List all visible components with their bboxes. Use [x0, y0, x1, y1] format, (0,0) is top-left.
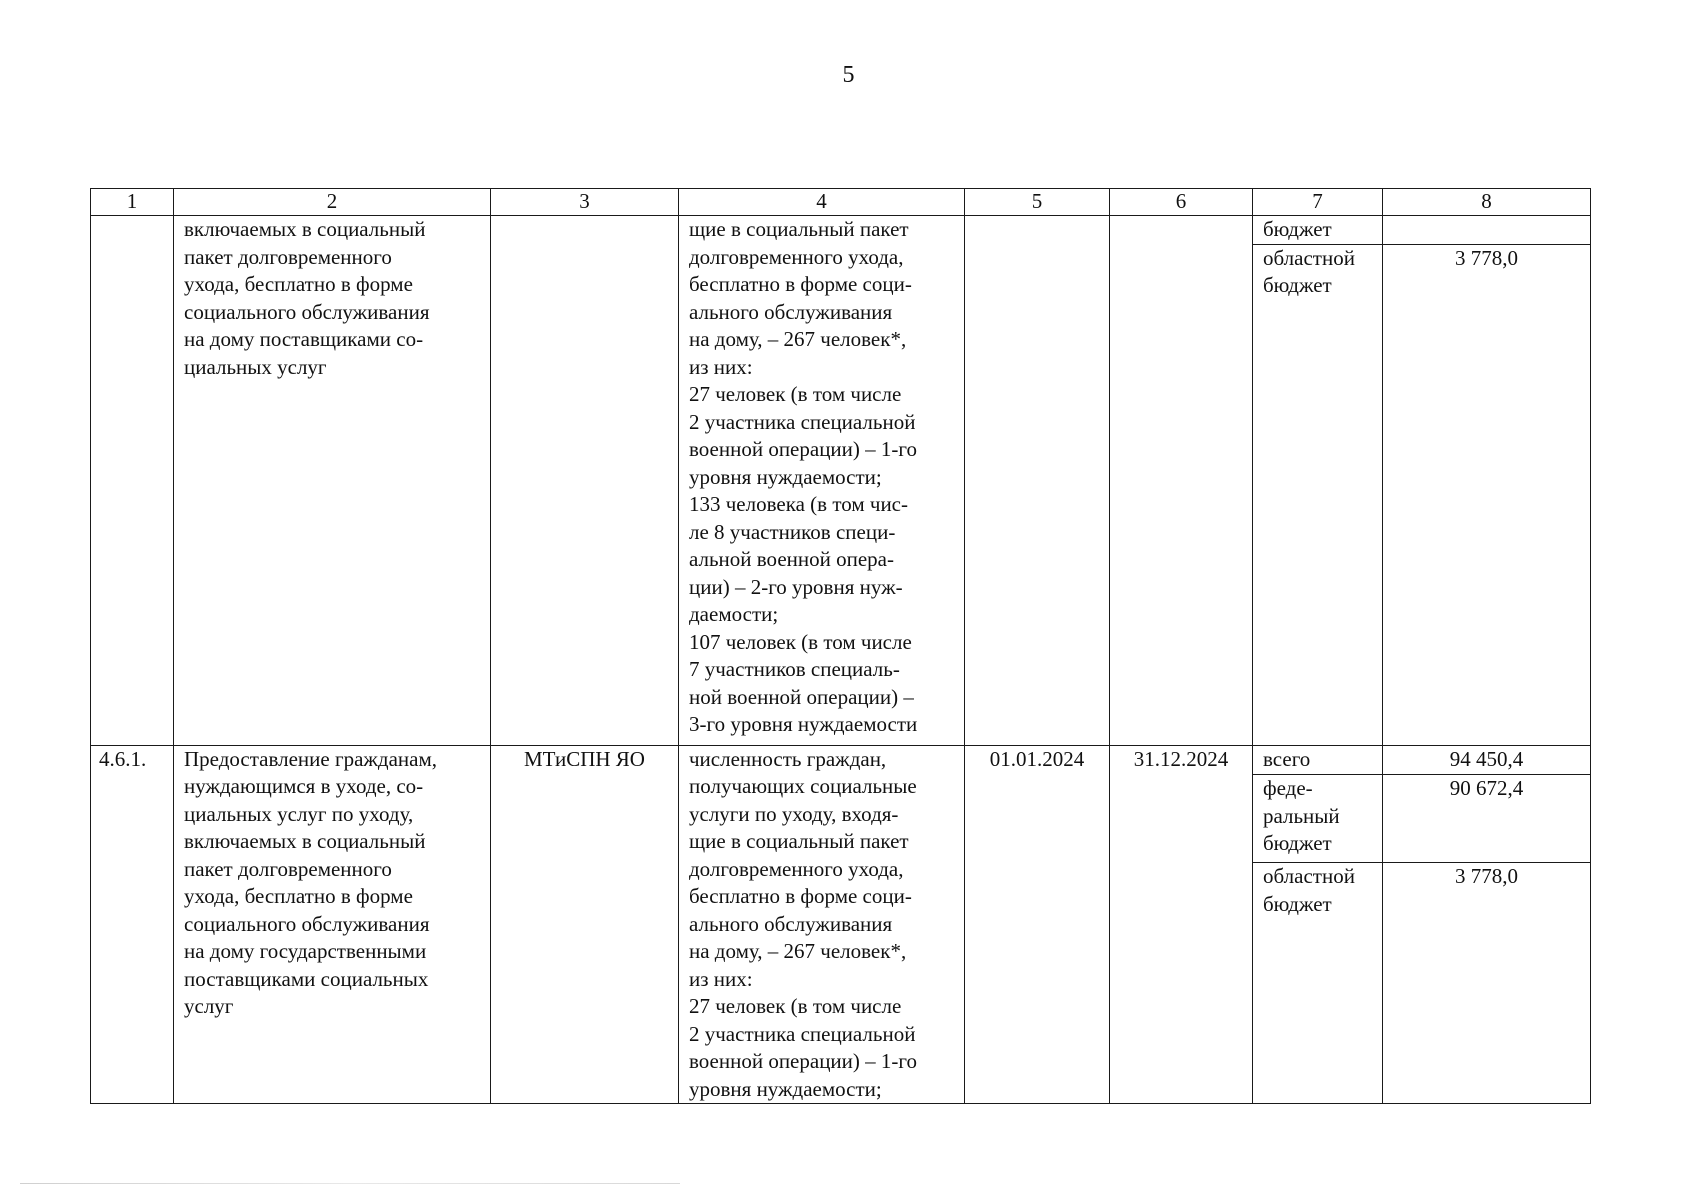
- row-number: 4.6.1.: [91, 745, 174, 1104]
- row-start-date: 01.01.2024: [965, 745, 1110, 1104]
- continued-funding-source: бюджет: [1253, 216, 1383, 245]
- continued-number-cell: [91, 216, 174, 746]
- continued-start-cell: [965, 216, 1110, 746]
- continued-end-cell: [1110, 216, 1253, 746]
- header-col-8: 8: [1383, 189, 1591, 216]
- continued-name-cell: включаемых в социальный пакет долговременного ухода, бесплатно в форме социального обслуживания на дому поставщиками со- циальных услуг: [174, 216, 491, 746]
- continued-funding-amount: 3 778,0: [1383, 244, 1591, 745]
- row-executor: МТиСПН ЯО: [491, 745, 679, 1104]
- funding-amount-federal: 90 672,4: [1383, 775, 1591, 863]
- page-number: 5: [842, 62, 855, 88]
- continued-row: [91, 216, 1591, 245]
- row-indicator: численность граждан, получающих социальные услуги по уходу, входя- щие в социальный пакет долговременного ухода, бесплатно в форме соци- ального обслуживания на дому, – 267 человек*, из них: 27 человек (в том числе 2 участника специальной военной операции) – 1-го уровня нуждаемости;: [679, 745, 965, 1104]
- scan-artifact-line: [20, 1183, 680, 1184]
- header-col-4: 4: [679, 189, 965, 216]
- funding-amount-regional: 3 778,0: [1383, 863, 1591, 1104]
- program-table: [90, 188, 1591, 1104]
- table-row-4-6-1: [91, 745, 1591, 775]
- header-col-5: 5: [965, 189, 1110, 216]
- funding-amount-total: 94 450,4: [1383, 745, 1591, 775]
- continued-funding-source: областной бюджет: [1253, 244, 1383, 745]
- funding-source-federal: феде- ральный бюджет: [1253, 775, 1383, 863]
- row-name: Предоставление гражданам, нуждающимся в уходе, со- циальных услуг по уходу, включаемых в социальный пакет долговременного ухода, бесплатно в форме социального обслуживания на дому государственными поставщиками социальных услуг: [174, 745, 491, 1104]
- header-row: [91, 189, 1591, 216]
- funding-source-regional: областной бюджет: [1253, 863, 1383, 1104]
- continued-executor-cell: [491, 216, 679, 746]
- header-col-3: 3: [491, 189, 679, 216]
- row-end-date: 31.12.2024: [1110, 745, 1253, 1104]
- continued-indicator-cell: щие в социальный пакет долговременного ухода, бесплатно в форме соци- ального обслуживания на дому, – 267 человек*, из них: 27 человек (в том числе 2 участника специальной военной операции) – 1-го уровня нуждаемости; 133 человека (в том чис- ле 8 участников специ- альной военной опера- ции) – 2-го уровня нуж- даемости; 107 человек (в том числе 7 участников специаль- ной военной операции) – 3-го уровня нуждаемости: [679, 216, 965, 746]
- continued-funding-amount: [1383, 216, 1591, 245]
- header-col-7: 7: [1253, 189, 1383, 216]
- funding-source-total: всего: [1253, 745, 1383, 775]
- header-col-2: 2: [174, 189, 491, 216]
- header-col-1: 1: [91, 189, 174, 216]
- header-col-6: 6: [1110, 189, 1253, 216]
